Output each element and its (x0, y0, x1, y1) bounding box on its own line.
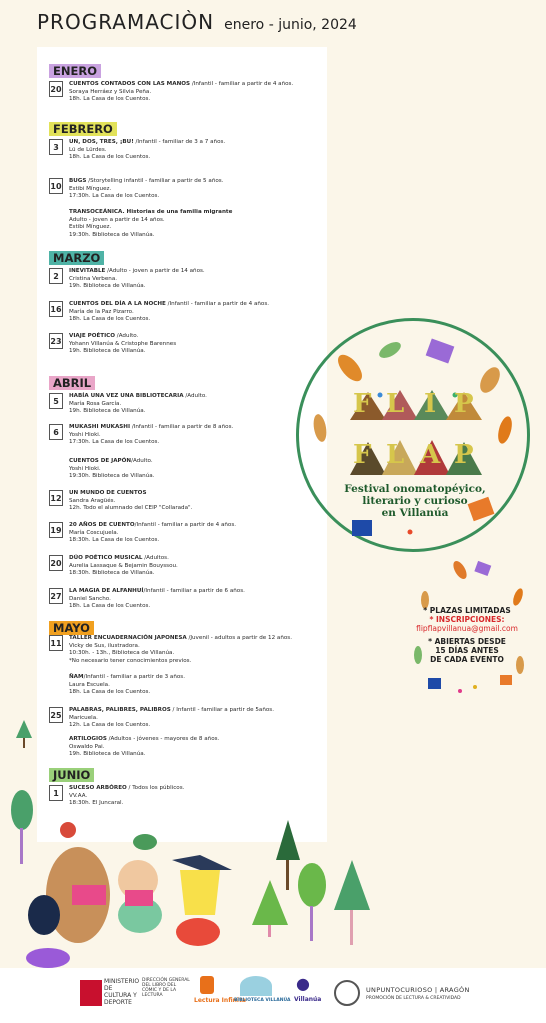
leaf-icon (334, 351, 367, 386)
info-abiertas: 15 DÍAS ANTES (435, 646, 499, 655)
book-icon (474, 561, 491, 576)
event-title: TRANSOCEÁNICA. Historias de una familia migrante (69, 209, 233, 215)
leaf-icon (451, 559, 470, 581)
event-audience: /Infantil - familiar a partir de 3 años. (83, 674, 185, 680)
festival-subtitle (330, 483, 500, 519)
logo-letter: A (420, 440, 441, 470)
event-title: DÚO POÉTICO MUSICAL (69, 555, 143, 561)
event-place: 12h. Todo el alumnado del CEIP "Collarada". (69, 505, 193, 512)
leaf-icon (496, 415, 515, 445)
event-author: Daniel Sancho. (69, 595, 111, 602)
event-title: CUENTOS DEL DÍA A LA NOCHE (69, 301, 166, 307)
logo-letter: P (454, 389, 474, 419)
kid-icon (180, 870, 220, 915)
event-day: 2 (49, 268, 63, 284)
event-audience: /Adultos - jóvenes - mayores de 8 años. (106, 736, 220, 742)
event-audience: /Adulto - joven a partir de 14 años. (105, 268, 205, 274)
event-item (49, 458, 325, 481)
event-place: 10:30h. - 13h., Biblioteca de Villanúa. (69, 650, 175, 657)
villanua-text: Villanúa (294, 996, 322, 1003)
event-audience: /Infantil - familiar de 3 a 7 años. (133, 139, 226, 145)
event-place: 18:30h. La Casa de los Cuentos. (69, 537, 160, 544)
event-day: 11 (49, 635, 63, 651)
tree-icon (276, 820, 300, 860)
month-marzo: MARZO (49, 251, 104, 265)
festival-decorations (290, 310, 540, 560)
event-item (49, 555, 325, 578)
logo-letter: F (353, 440, 372, 470)
lectura-infinita-logo (200, 976, 214, 994)
event-audience: Adulto - joven a partir de 14 años. (69, 216, 165, 223)
event-title: VIAJE POÉTICO (69, 333, 116, 339)
info-abiertas: DE CADA EVENTO (430, 655, 504, 664)
dot-icon (378, 393, 383, 398)
month-abril: ABRIL (49, 376, 95, 390)
event-title: INEVITABLE (69, 268, 106, 274)
event-item (49, 209, 325, 239)
event-title: SUCESO ARBÓREO (69, 785, 127, 791)
event-audience: /Infantil - familiar a partir de 4 años. (165, 301, 270, 307)
month-mayo: MAYO (49, 621, 94, 635)
logo-letter: P (454, 440, 474, 470)
event-day: 20 (49, 555, 63, 571)
event-author: María de la Paz Pizarro. (69, 308, 134, 315)
event-audience: /Adulto. (183, 393, 207, 399)
unpuntocurioso-sub: PROMOCIÓN DE LECTURA & CREATIVIDAD (366, 996, 461, 1001)
festival-subtitle-line: Festival onomatopéyico, (344, 483, 486, 495)
event-item (49, 178, 325, 201)
book-icon (352, 520, 372, 536)
tree-icon (252, 880, 288, 925)
event-place: 12h. La Casa de los Cuentos. (69, 722, 151, 729)
event-audience: /Adulto. (131, 458, 153, 464)
event-item (49, 522, 325, 545)
tree-icon (334, 860, 370, 910)
event-day: 19 (49, 522, 63, 538)
event-author: Yoshi Hioki. (69, 431, 101, 438)
biblioteca-text: BIBLIOTECA VILLANÚA (234, 998, 291, 1003)
event-title: 20 AÑOS DE CUENTO (69, 522, 135, 528)
dgl-text: DIRECCIÓN GENERAL DEL LIBRO DEL CÓMIC Y DE LA LECTURA (142, 978, 190, 998)
tree-icon (16, 720, 32, 738)
festival-subtitle-line: literario y curioso (362, 495, 468, 507)
event-audience: / Todos los públicos. (126, 785, 185, 791)
event-audience: /Infantil - familiar a partir de 6 años. (143, 588, 245, 594)
event-title: BUGS (69, 178, 87, 184)
info-inscripciones: * INSCRIPCIONES: (429, 615, 505, 624)
event-place: 19:30h. Biblioteca de Villanúa. (69, 473, 155, 480)
page-subtitle: enero - junio, 2024 (224, 17, 357, 33)
event-author: María Rosa García. (69, 400, 122, 407)
event-author: Vicky de Sus, ilustradora. (69, 642, 140, 649)
festival-subtitle-line: en Villanúa (381, 507, 449, 519)
event-title: ARTILOGIOS (69, 736, 107, 742)
event-author: Laura Escuela. (69, 681, 110, 688)
dot-icon (473, 685, 477, 689)
event-place: 19h. Biblioteca de Villanúa. (69, 283, 146, 290)
info-block (404, 606, 530, 664)
children-reading-illustration (0, 720, 380, 970)
ministry-logo (80, 980, 102, 1006)
event-title: TALLER ENCUADERNACIÓN JAPONESA (69, 635, 187, 641)
unpuntocurioso-logo (334, 980, 360, 1006)
book-icon (125, 890, 153, 906)
leaf-icon (377, 339, 404, 361)
event-author: VV.AA. (69, 792, 88, 799)
event-author: Yohann Villanúa & Cristophe Barennes (69, 340, 177, 347)
page-header (37, 10, 357, 38)
sponsors-footer (0, 968, 546, 1023)
event-note: *No necesario tener conocimientos previos. (69, 657, 192, 664)
event-day: 20 (49, 81, 63, 97)
bird-icon (28, 895, 60, 935)
event-author: Oswaldo Pai. (69, 743, 105, 750)
event-author: Aurelia Lassaque & Bejamin Bouyssou. (69, 562, 178, 569)
event-author: Lü de Lürdes. (69, 146, 107, 153)
event-author: Estibi Mínguez. (69, 224, 112, 231)
event-item (49, 268, 325, 291)
event-title: PALABRAS, PALIBRES, PALIBROS (69, 707, 171, 713)
event-place: 19h. Biblioteca de Villanúa. (69, 348, 146, 355)
event-day: 6 (49, 424, 63, 440)
event-author: Yoshi Hioki. (69, 465, 101, 472)
page-title: PROGRAMACIÒN (37, 10, 215, 34)
event-title: CUENTOS DE JAPÓN (69, 458, 132, 464)
logo-letter: L (386, 389, 405, 419)
info-abiertas: * ABIERTAS DESDE (428, 637, 506, 646)
event-day: 3 (49, 139, 63, 155)
ministry-text: MINISTERIO DE CULTURA Y DEPORTE (104, 978, 140, 1006)
unpuntocurioso-text: UNPUNTOCURIOSO | ARAGÓN (366, 986, 470, 994)
event-audience: /Infantil - familiar a partir de 8 años. (130, 424, 234, 430)
event-audience: / Infantil - familiar a partir de 5años. (170, 707, 274, 713)
event-day: 10 (49, 178, 63, 194)
event-audience: /Adulto. (115, 333, 139, 339)
event-day: 1 (49, 785, 63, 801)
book-icon (426, 338, 455, 363)
month-junio: JUNIO (49, 768, 94, 782)
month-enero: ENERO (49, 64, 101, 78)
event-day: 12 (49, 490, 63, 506)
event-place: 17:30h. La Casa de los Cuentos. (69, 193, 160, 200)
leaf-icon (476, 364, 504, 396)
event-audience: /Juvenil - adultos a partir de 12 años. (186, 635, 292, 641)
event-day: 27 (49, 588, 63, 604)
event-audience: /Adultos. (142, 555, 169, 561)
event-title: ÑAM (69, 674, 84, 680)
tree-icon (11, 790, 33, 830)
month-febrero: FEBRERO (49, 122, 117, 136)
event-item (49, 333, 325, 356)
event-place: 18h. La Casa de los Cuentos. (69, 603, 151, 610)
event-author: María Coscujuela. (69, 529, 119, 536)
logo-letter: I (424, 389, 437, 419)
event-item (49, 490, 325, 513)
lectura-infinita-text: Lectura Infinita (194, 997, 246, 1004)
event-author: Cristina Verbena. (69, 275, 118, 282)
event-item (49, 139, 325, 162)
event-place: 18:30h. Biblioteca de Villanúa. (69, 570, 155, 577)
logo-letter: F (353, 389, 372, 419)
event-place: 19h. Biblioteca de Villanúa. (69, 408, 146, 415)
event-audience: /Infantil - familiar a partir de 4 años. (134, 522, 237, 528)
leaf-icon (511, 587, 525, 607)
villanua-logo: ● (296, 974, 310, 993)
event-audience: /Storytelling infantil - familiar a partir de 5 años. (86, 178, 224, 184)
tree-icon (298, 863, 326, 907)
event-item (49, 635, 325, 665)
info-plazas: * PLAZAS LIMITADAS (423, 606, 511, 615)
event-item (49, 424, 325, 447)
event-day: 16 (49, 301, 63, 317)
event-day: 5 (49, 393, 63, 409)
event-audience: /Infantil - familiar a partir de 4 años. (190, 81, 294, 87)
event-place: 19:30h. Biblioteca de Villanúa. (69, 231, 155, 238)
logo-letter: L (386, 440, 405, 470)
book-icon (428, 678, 441, 689)
leaf-icon (312, 413, 329, 443)
event-place: 18:30h. El Juncaral. (69, 800, 124, 807)
event-place: 17:30h. La Casa de los Cuentos. (69, 439, 160, 446)
event-day: 23 (49, 333, 63, 349)
event-place: 18h. La Casa de los Cuentos. (69, 689, 151, 696)
event-title: LA MAGIA DE ALFANHUÍ (69, 588, 144, 594)
biblioteca-logo (240, 976, 272, 996)
event-item (49, 301, 325, 324)
event-item (49, 588, 325, 611)
event-place: 18h. La Casa de los Cuentos. (69, 96, 151, 103)
book-icon (500, 675, 512, 685)
info-email[interactable]: flipflapvillanua@gmail.com (416, 624, 518, 633)
event-item (49, 81, 325, 104)
event-title: UN MUNDO DE CUENTOS (69, 490, 147, 496)
event-title: MUKASHI MUKASHI (69, 424, 131, 430)
dot-icon (408, 530, 413, 535)
event-place: 18h. La Casa de los Cuentos. (69, 154, 151, 161)
event-title: CUENTOS CONTADOS CON LAS MANOS (69, 81, 191, 87)
event-place: 19h. Biblioteca de Villanúa. (69, 751, 146, 758)
event-author: Estibi Mínguez. (69, 185, 112, 192)
event-author: Maricuela. (69, 714, 98, 721)
event-item (49, 393, 325, 416)
event-title: UN, DOS, TRES, ¡BU! (69, 139, 134, 145)
event-author: Soraya Herráez y Silvia Peña. (69, 88, 152, 95)
event-item (49, 674, 325, 697)
book-icon (72, 885, 106, 905)
dot-icon (458, 689, 462, 693)
event-place: 18h. La Casa de los Cuentos. (69, 316, 151, 323)
event-author: Sandra Aragüés. (69, 497, 116, 504)
event-day: 25 (49, 707, 63, 723)
event-title: HABÍA UNA VEZ UNA BIBLIOTECARIA (69, 393, 184, 399)
